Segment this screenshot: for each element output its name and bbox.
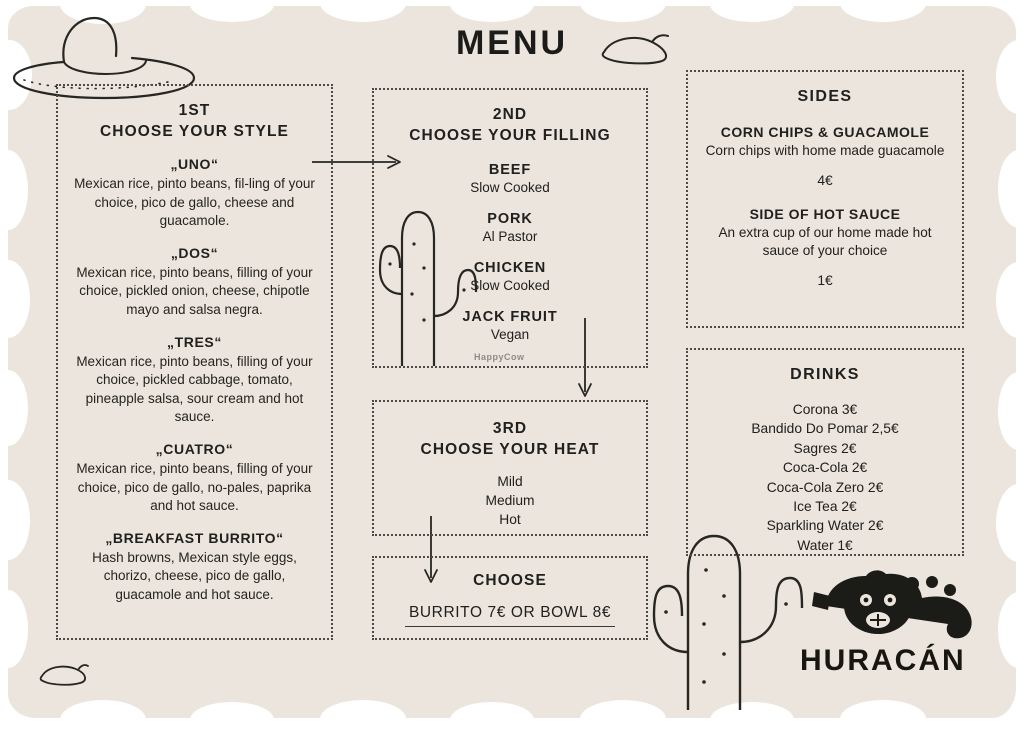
filling-item [374,162,646,195]
style-description: Mexican rice, pinto beans, filling of your choice, pickled onion, cheese, chipotle mayo and salsa negra. [76,264,313,317]
side-name: SIDE OF HOT SAUCE [749,205,901,222]
filling-item [374,309,646,342]
heat-option: Mild [497,474,523,489]
huracan-logo-icon [800,566,988,646]
edge-bump [840,700,926,738]
edge-bump [190,702,274,738]
drink-item: Corona 3€ [792,402,858,417]
style-item [68,156,321,231]
side-name: CORN CHIPS & GUACAMOLE [720,124,930,140]
step1-number: 1ST [178,102,211,119]
style-name: „CUATRO“ [155,440,234,457]
edge-bump [450,702,534,738]
side-item [688,206,962,288]
step1-heading [68,100,321,142]
drinks-list [688,400,962,555]
section-choose-your-heat [372,400,648,536]
step2-title: CHOOSE YOUR FILLING [409,127,611,144]
style-name: „BREAKFAST BURRITO“ [105,529,284,546]
sides-title: SIDES [797,88,853,105]
edge-bump [60,700,146,740]
filling-name: BEEF [488,162,532,178]
page-title: MENU [455,24,569,62]
drink-item: Water 1€ [797,537,853,553]
drink-item: Sparkling Water 2€ [766,518,884,534]
price-underline [405,626,615,627]
style-description: Mexican rice, pinto beans, filling of your choice, pickled cabbage, tomato, pineapple salsa, sour cream and hot sauce. [76,353,313,425]
heat-option: Medium [485,493,535,508]
chili-pepper-small-icon [36,662,90,688]
price-line: BURRITO 7€ OR BOWL 8€ [408,604,612,621]
step3-title: CHOOSE YOUR HEAT [420,441,600,458]
step2-heading [374,104,646,146]
heat-options [374,472,646,529]
step3-number: 3RD [492,420,528,437]
step4-title: CHOOSE [473,572,547,589]
edge-bump [320,700,406,738]
drink-item: Ice Tea 2€ [793,499,857,515]
side-price: 4€ [817,172,833,188]
side-description: Corn chips with home made guacamole [705,143,945,158]
style-item [68,334,321,427]
filling-name: JACK FRUIT [462,309,558,325]
filling-sub: Al Pastor [482,229,538,244]
chili-pepper-icon [596,32,674,66]
drink-item: Coca-Cola Zero 2€ [766,479,884,495]
section-sides [686,70,964,328]
drink-item: Sagres 2€ [793,440,857,456]
section-choose-your-style [56,84,333,640]
style-name: „DOS“ [170,244,219,261]
filling-item [374,211,646,244]
section-drinks [686,348,964,556]
style-item [68,530,321,605]
filling-sub: Vegan [490,327,530,342]
style-item [68,441,321,516]
filling-sub: Slow Cooked [470,278,550,293]
heat-option: Hot [499,512,521,527]
step2-number: 2ND [492,106,528,123]
side-description: An extra cup of our home made hot sauce of your choice [718,224,932,259]
side-item [688,124,962,188]
brand-name: HURACÁN [800,644,966,677]
step1-title: CHOOSE YOUR STYLE [100,123,289,140]
style-name: „UNO“ [170,156,219,172]
drinks-title: DRINKS [790,366,860,383]
section-choose-your-filling [372,88,648,368]
style-item [68,245,321,320]
step3-heading [374,418,646,460]
style-description: Mexican rice, pinto beans, filling of your choice, pico de gallo, no-pales, paprika and hot sauce. [76,460,313,514]
filling-name: PORK [487,211,533,227]
filling-item [374,260,646,293]
style-description: Mexican rice, pinto beans, fil-ling of your choice, pico de gallo, cheese and guacamole. [74,176,315,229]
drink-item: Coca-Cola 2€ [782,460,868,476]
filling-sub: Slow Cooked [470,180,550,195]
drink-item: Bandido Do Pomar 2,5€ [751,421,899,437]
watermark: HappyCow [474,352,525,362]
filling-name: CHICKEN [473,260,547,276]
style-description: Hash browns, Mexican style eggs, chorizo, cheese, pico de gallo, guacamole and hot sauce. [92,549,297,602]
section-choose-format [372,556,648,640]
style-name: „TRES“ [167,333,222,350]
side-price: 1€ [817,272,833,288]
